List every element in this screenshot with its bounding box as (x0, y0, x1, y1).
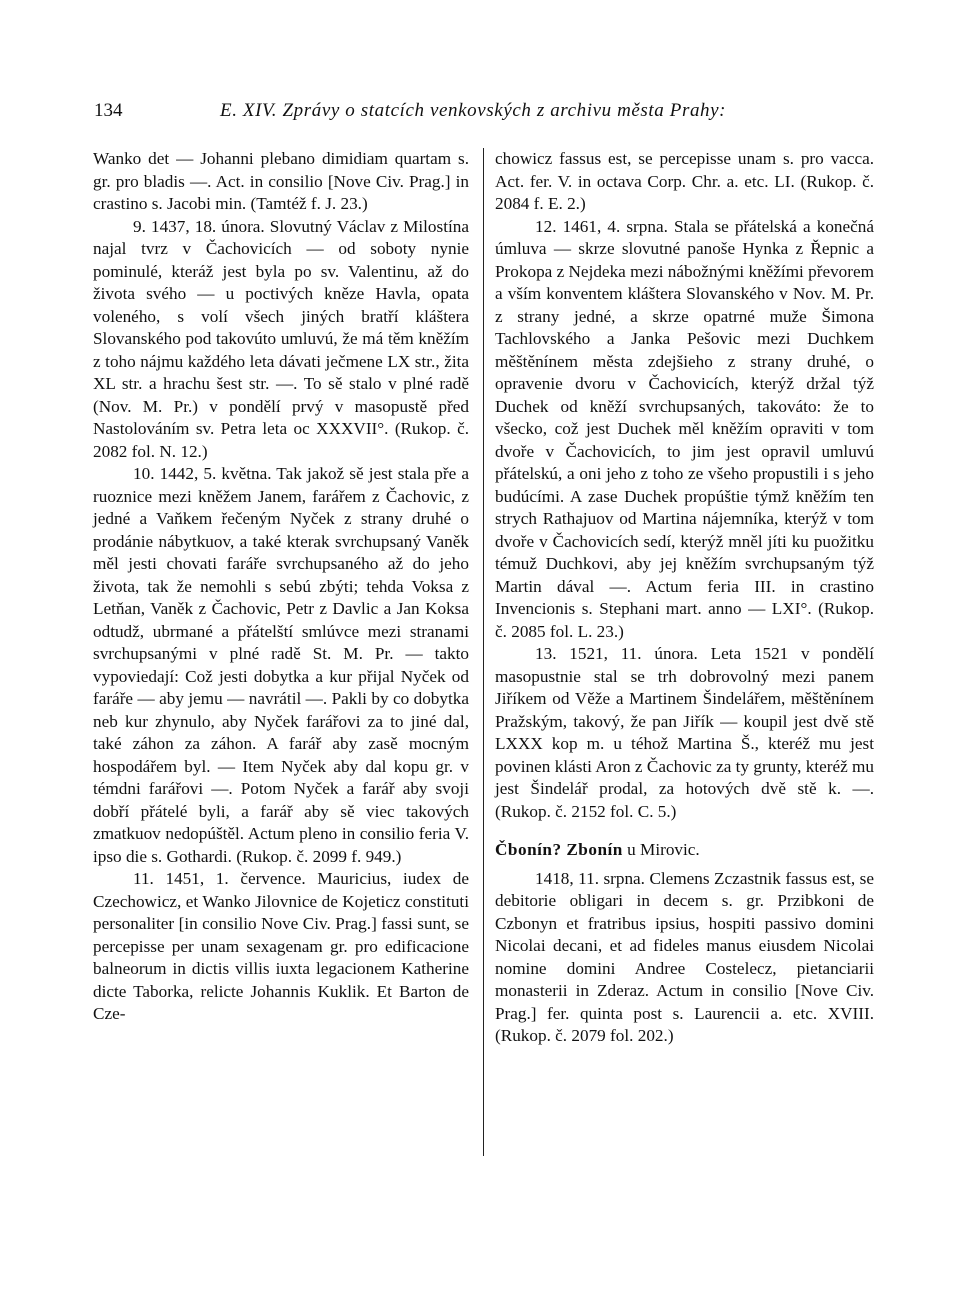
place-location: u Mirovic. (627, 840, 700, 859)
right-column (495, 148, 874, 1048)
page-number: 134 (94, 100, 123, 121)
paragraph: 1418, 11. srpna. Clemens Zczastnik fassus est, se debitorie obligari in decem s. gr. Przibkoni de Czbonyn et fratribus ipsius, hospiti passivo domini Nicolai decani, et ad fideles manus eiusdem Nicolai nomine domini Andree Costelecz, pietanciarii monasterii in Zderaz. Actum in consilio [Nove Civ. Prag.] fer. quinta post s. Laurencii a. etc. XVIII. (Rukop. č. 2079 fol. 202.) (495, 868, 874, 1045)
paragraph: Wanko det — Johanni plebano dimidiam quartam s. gr. pro bladis —. Act. in consilio [Nove Civ. Prag.] in crastino s. Jacobi min. (Tamtéž f. J. 23.) (93, 149, 469, 213)
running-title: E. XIV. Zprávy o statcích venkovských z archivu města Prahy: (220, 100, 727, 121)
paragraph: chowicz fassus est, se percepisse unam s. pro vacca. Act. fer. V. in octava Corp. Chr. a. etc. LI. (Rukop. č. 2084 f. E. 2.) (495, 149, 874, 213)
place-name: Čbonín? Zbonín (495, 840, 623, 859)
paragraph: 11. 1451, 1. července. Mauricius, iudex de Czechowicz, et Wanko Jilovnice de Kojeticz constituti personaliter [in consilio Nove Civ. Prag.] fassi sunt, se percepisse per unam sexagenam gr. pro edificacione balneorum in dictis villis iuxta legacionem Katherine dicte Taborka, relicte Johannis Kuklik. Et Barton de Cze- (93, 869, 469, 1023)
paragraph: 12. 1461, 4. srpna. Stala se přátelská a konečná úmluva — skrze slovutné panoše Hynka z Řepnic a Prokopa z Nejdeka mezi nábožnými kněžími převorem a vším konventem kláštera Slovanského v Nov. M. Pr. z strany jedné, a skrze opatrné muže Šimona Tachlovského a Janka Pešovic mezi Duchkem měštěnínem města zdejšieho z strany druhé, o opravenie dvoru v Čachovicích, kterýž držal týž Duchek od kněží svrchupsaných, takováto: že to všecko, což jest Duchek měl kněžím opraviti v tom dvoře v Čachovicích, to jim jest opravil umluvú přátelskú, a oni jeho z toho ze všeho propustili i s jeho budúcími. A zase Duchek propúštie týmž kněžím ten strych Rathajuov od Martina nájemníka, kterýž v tom dvoře v Čachovicích sedí, kterýž mněl jíti ku puožitku témuž Duchkovi, aby jej kněžím svrchupsaným týž Martin dával —. Actum feria III. in crastino Invencionis s. Stephani mart. anno — LXI°. (Rukop. č. 2085 fol. L. 23.) (495, 216, 874, 641)
place-heading (495, 839, 874, 862)
left-column (93, 148, 469, 1026)
running-header (94, 100, 874, 130)
paragraph: 9. 1437, 18. února. Slovutný Václav z Milostína najal tvrz v Čachovicích — od soboty nynie pominulé, kteráž jest byla po sv. Valentinu, až do života svého — u poctivých kněze Havla, opata voleného, s volí všech jiných bratří kláštera Slovanského pod takovúto umluvú, že má těm kněžím z toho nájmu každého leta dávati ječmene LX str., žita XL str. a hrachu šest str. —. To sě stalo v plné radě (Nov. M. Pr.) v pondělí prvý v masopustě před Nastolováním sv. Petra leta oc XXXVII°. (Rukop. č. 2082 fol. N. 12.) (93, 216, 469, 461)
paragraph: 13. 1521, 11. února. Leta 1521 v pondělí masopustnie stal se trh dobrovolný mezi panem Jiříkem od Věže a Martinem Šindelářem, měštěnínem Pražským, takový, že pan Jiřík — koupil jest dvě stě LXXX kop m. u téhož Martina Š., kteréž mu jest povinen klásti Aron z Čachovic za ty grunty, kteréž mu jest Šindelář prodal, za hotových dvě stě k. —. (Rukop. č. 2152 fol. C. 5.) (495, 644, 874, 821)
paragraph: 10. 1442, 5. května. Tak jakož sě jest stala pře a ruoznice mezi kněžem Janem, farářem z Čachovic, z jedné a Vaňkem řečeným Nyček z strany druhé o prodánie nábytkuov, a také kterak svrchupsaný Vaněk měl jesti chovati faráře svrchupsaného až do jeho života, tak že nemohli s sebú zbýti; tehda Voksa z Letňan, Vaněk z Čachovic, Petr z Davlic a Jan Koksa odtudž, ubrmané a přátelští smlúvce mezi stranami svrchupsanými v plné radě St. M. Pr. — takto vypoviedají: Což jesti dobytka a kur přijal Nyček od faráře — aby jemu — navrátil —. Pakli by co dobytka neb kur zhynulo, aby Nyček farářovi za to jiné dal, také záhon za záhon. A farář aby zasě mocným hospodářem byl. — Item Nyček aby dal kopu gr. v témdni farářovi —. Potom Nyček a farář aby svoji dobří přátelé byli, a farář aby sě viec takových zmatkuov nedopúštěl. Actum pleno in consilio feria V. ipso die s. Gothardi. (Rukop. č. 2099 f. 949.) (93, 464, 469, 866)
column-divider (483, 148, 484, 1156)
